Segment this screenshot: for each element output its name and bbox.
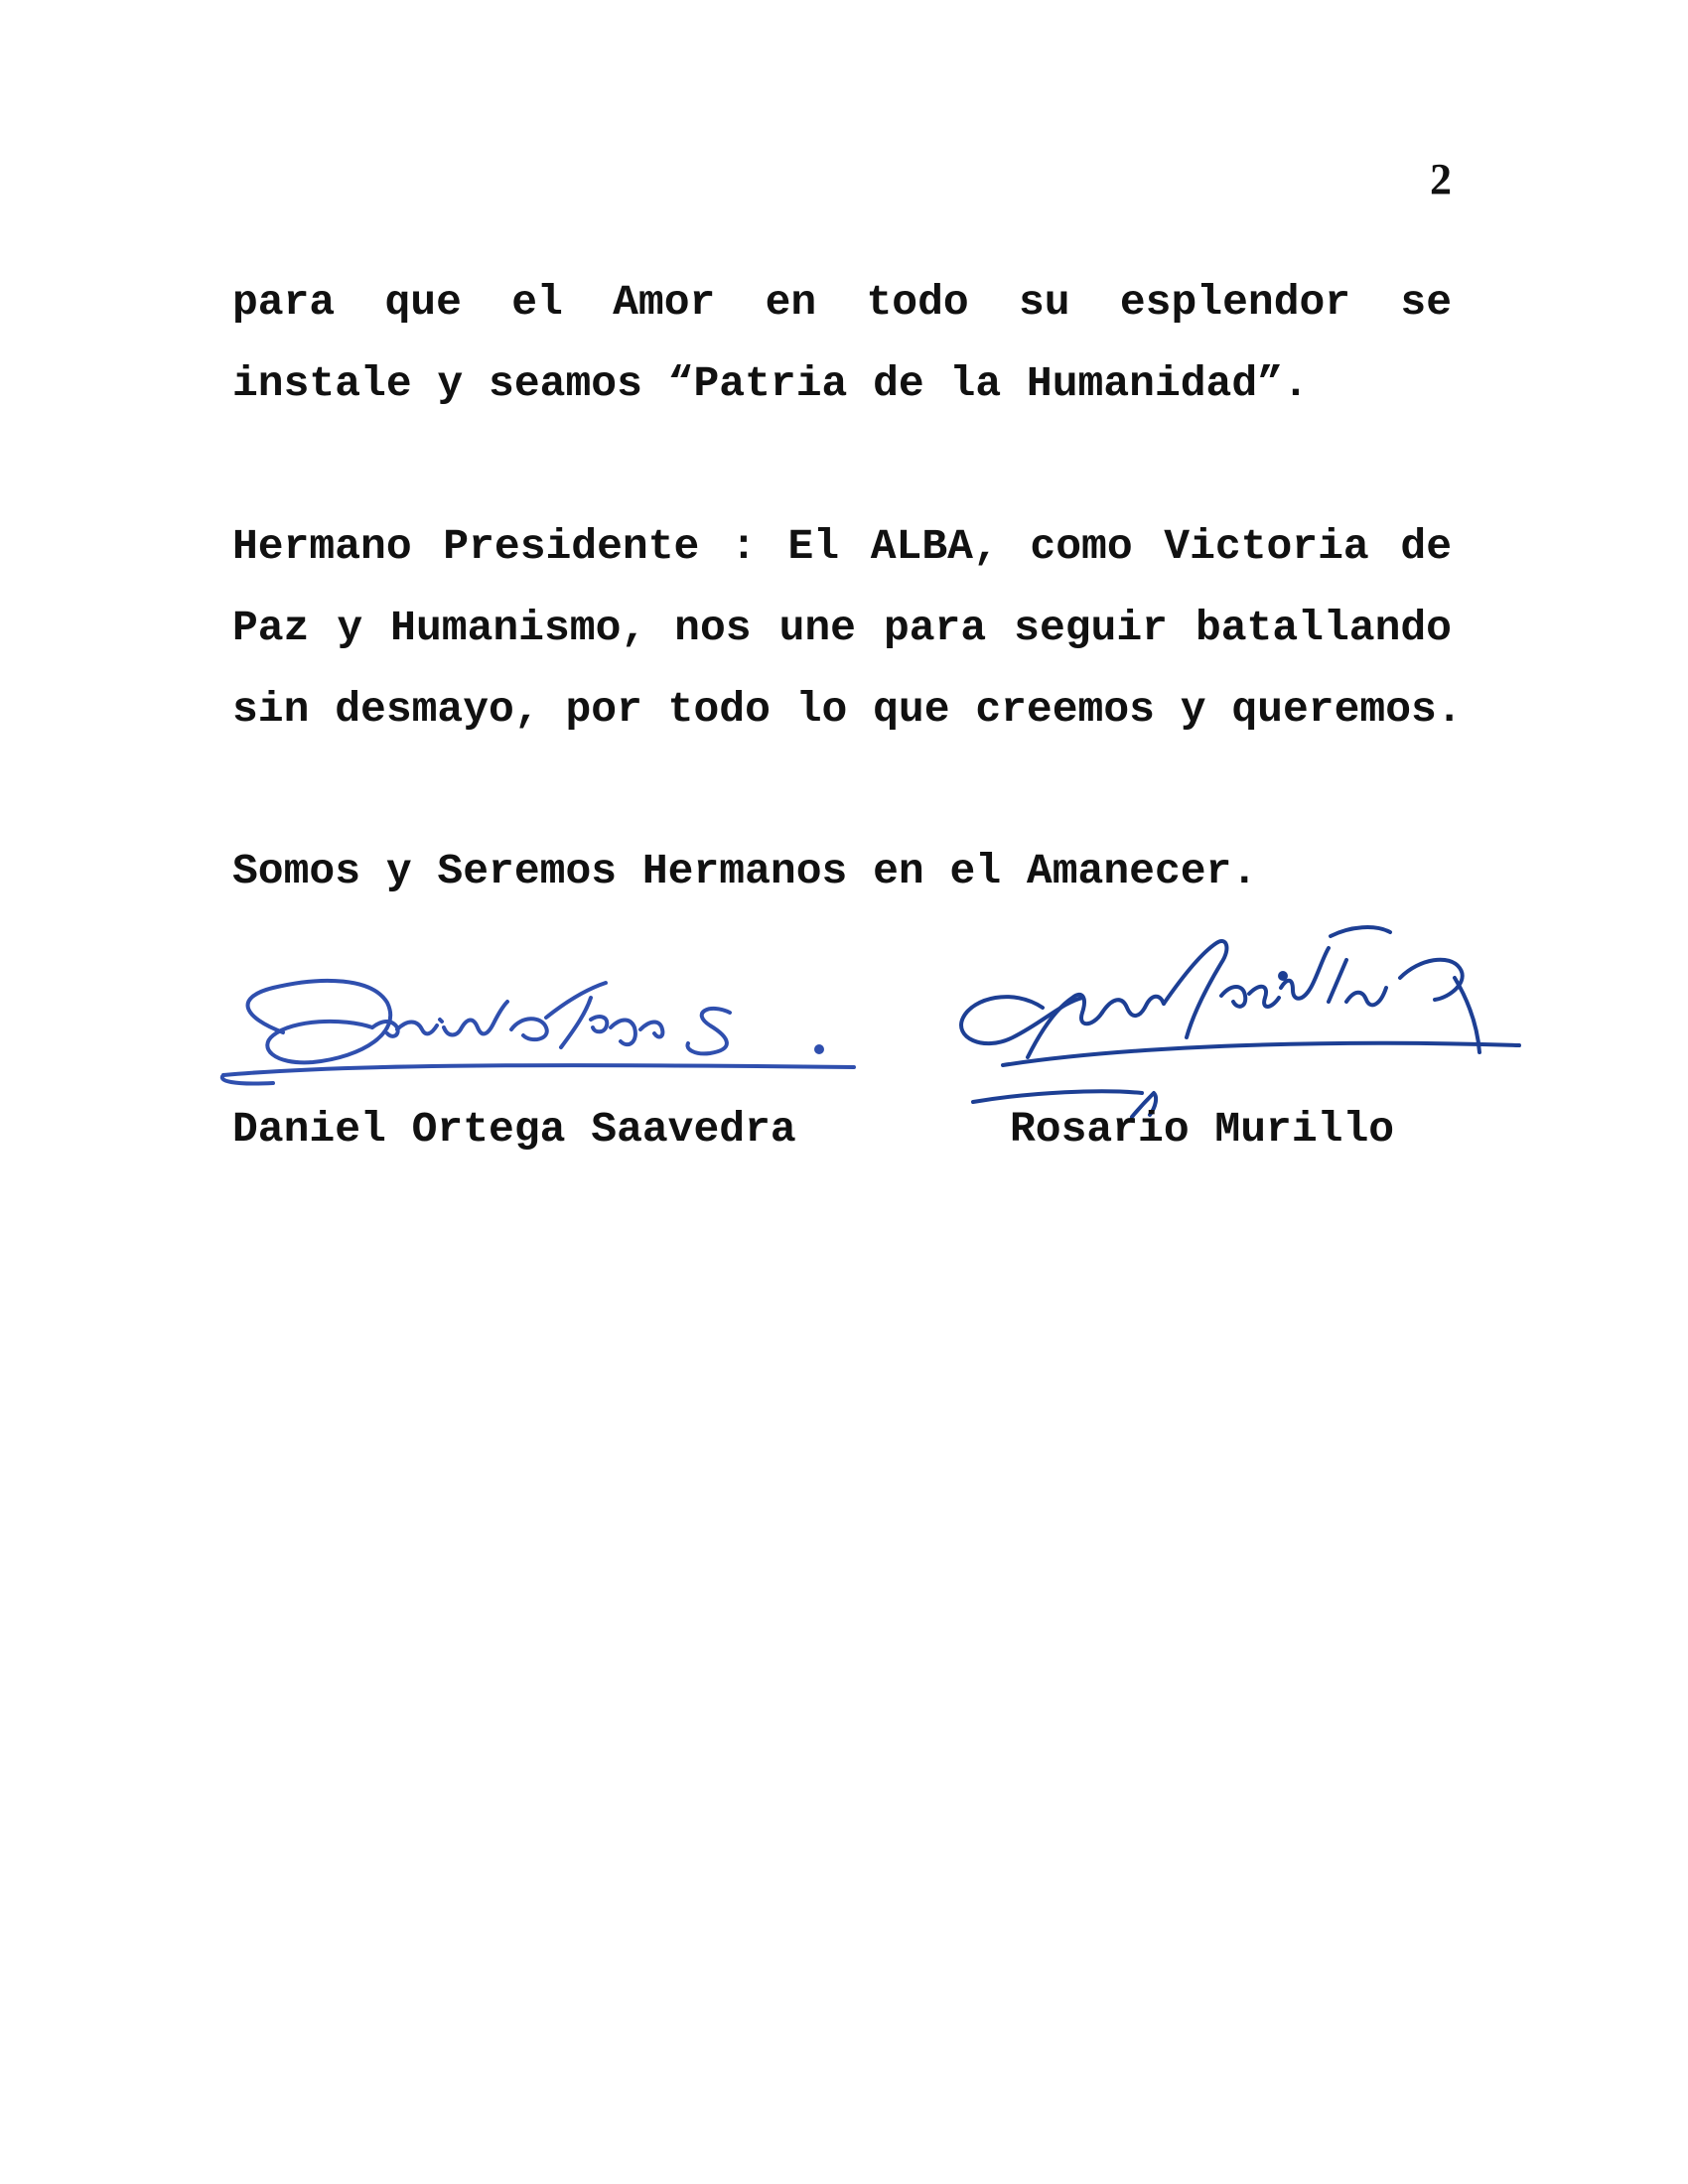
paragraph-line: Somos y Seremos Hermanos en el Amanecer. xyxy=(232,847,1258,895)
paragraph-line: sin desmayo, por todo lo que creemos y queremos. xyxy=(232,685,1463,734)
paragraph-line: para que el Amor en todo su esplendor se xyxy=(232,278,1452,327)
signatory-name: Rosario Murillo xyxy=(1010,1105,1395,1154)
page-number: 2 xyxy=(1430,155,1452,204)
signatory-name: Daniel Ortega Saavedra xyxy=(232,1105,796,1154)
paragraph-line: Paz y Humanismo, nos une para seguir batallando xyxy=(232,604,1452,652)
paragraph-farewell xyxy=(232,831,1452,912)
paragraph-line: instale y seamos “Patria de la Humanidad”. xyxy=(232,359,1309,408)
paragraph-closing-wish xyxy=(232,262,1452,425)
signature-daniel-ortega xyxy=(213,958,869,1107)
paragraph-line: Hermano Presidente : El ALBA, como Victoria de xyxy=(232,522,1452,571)
paragraph-alba xyxy=(232,506,1463,751)
